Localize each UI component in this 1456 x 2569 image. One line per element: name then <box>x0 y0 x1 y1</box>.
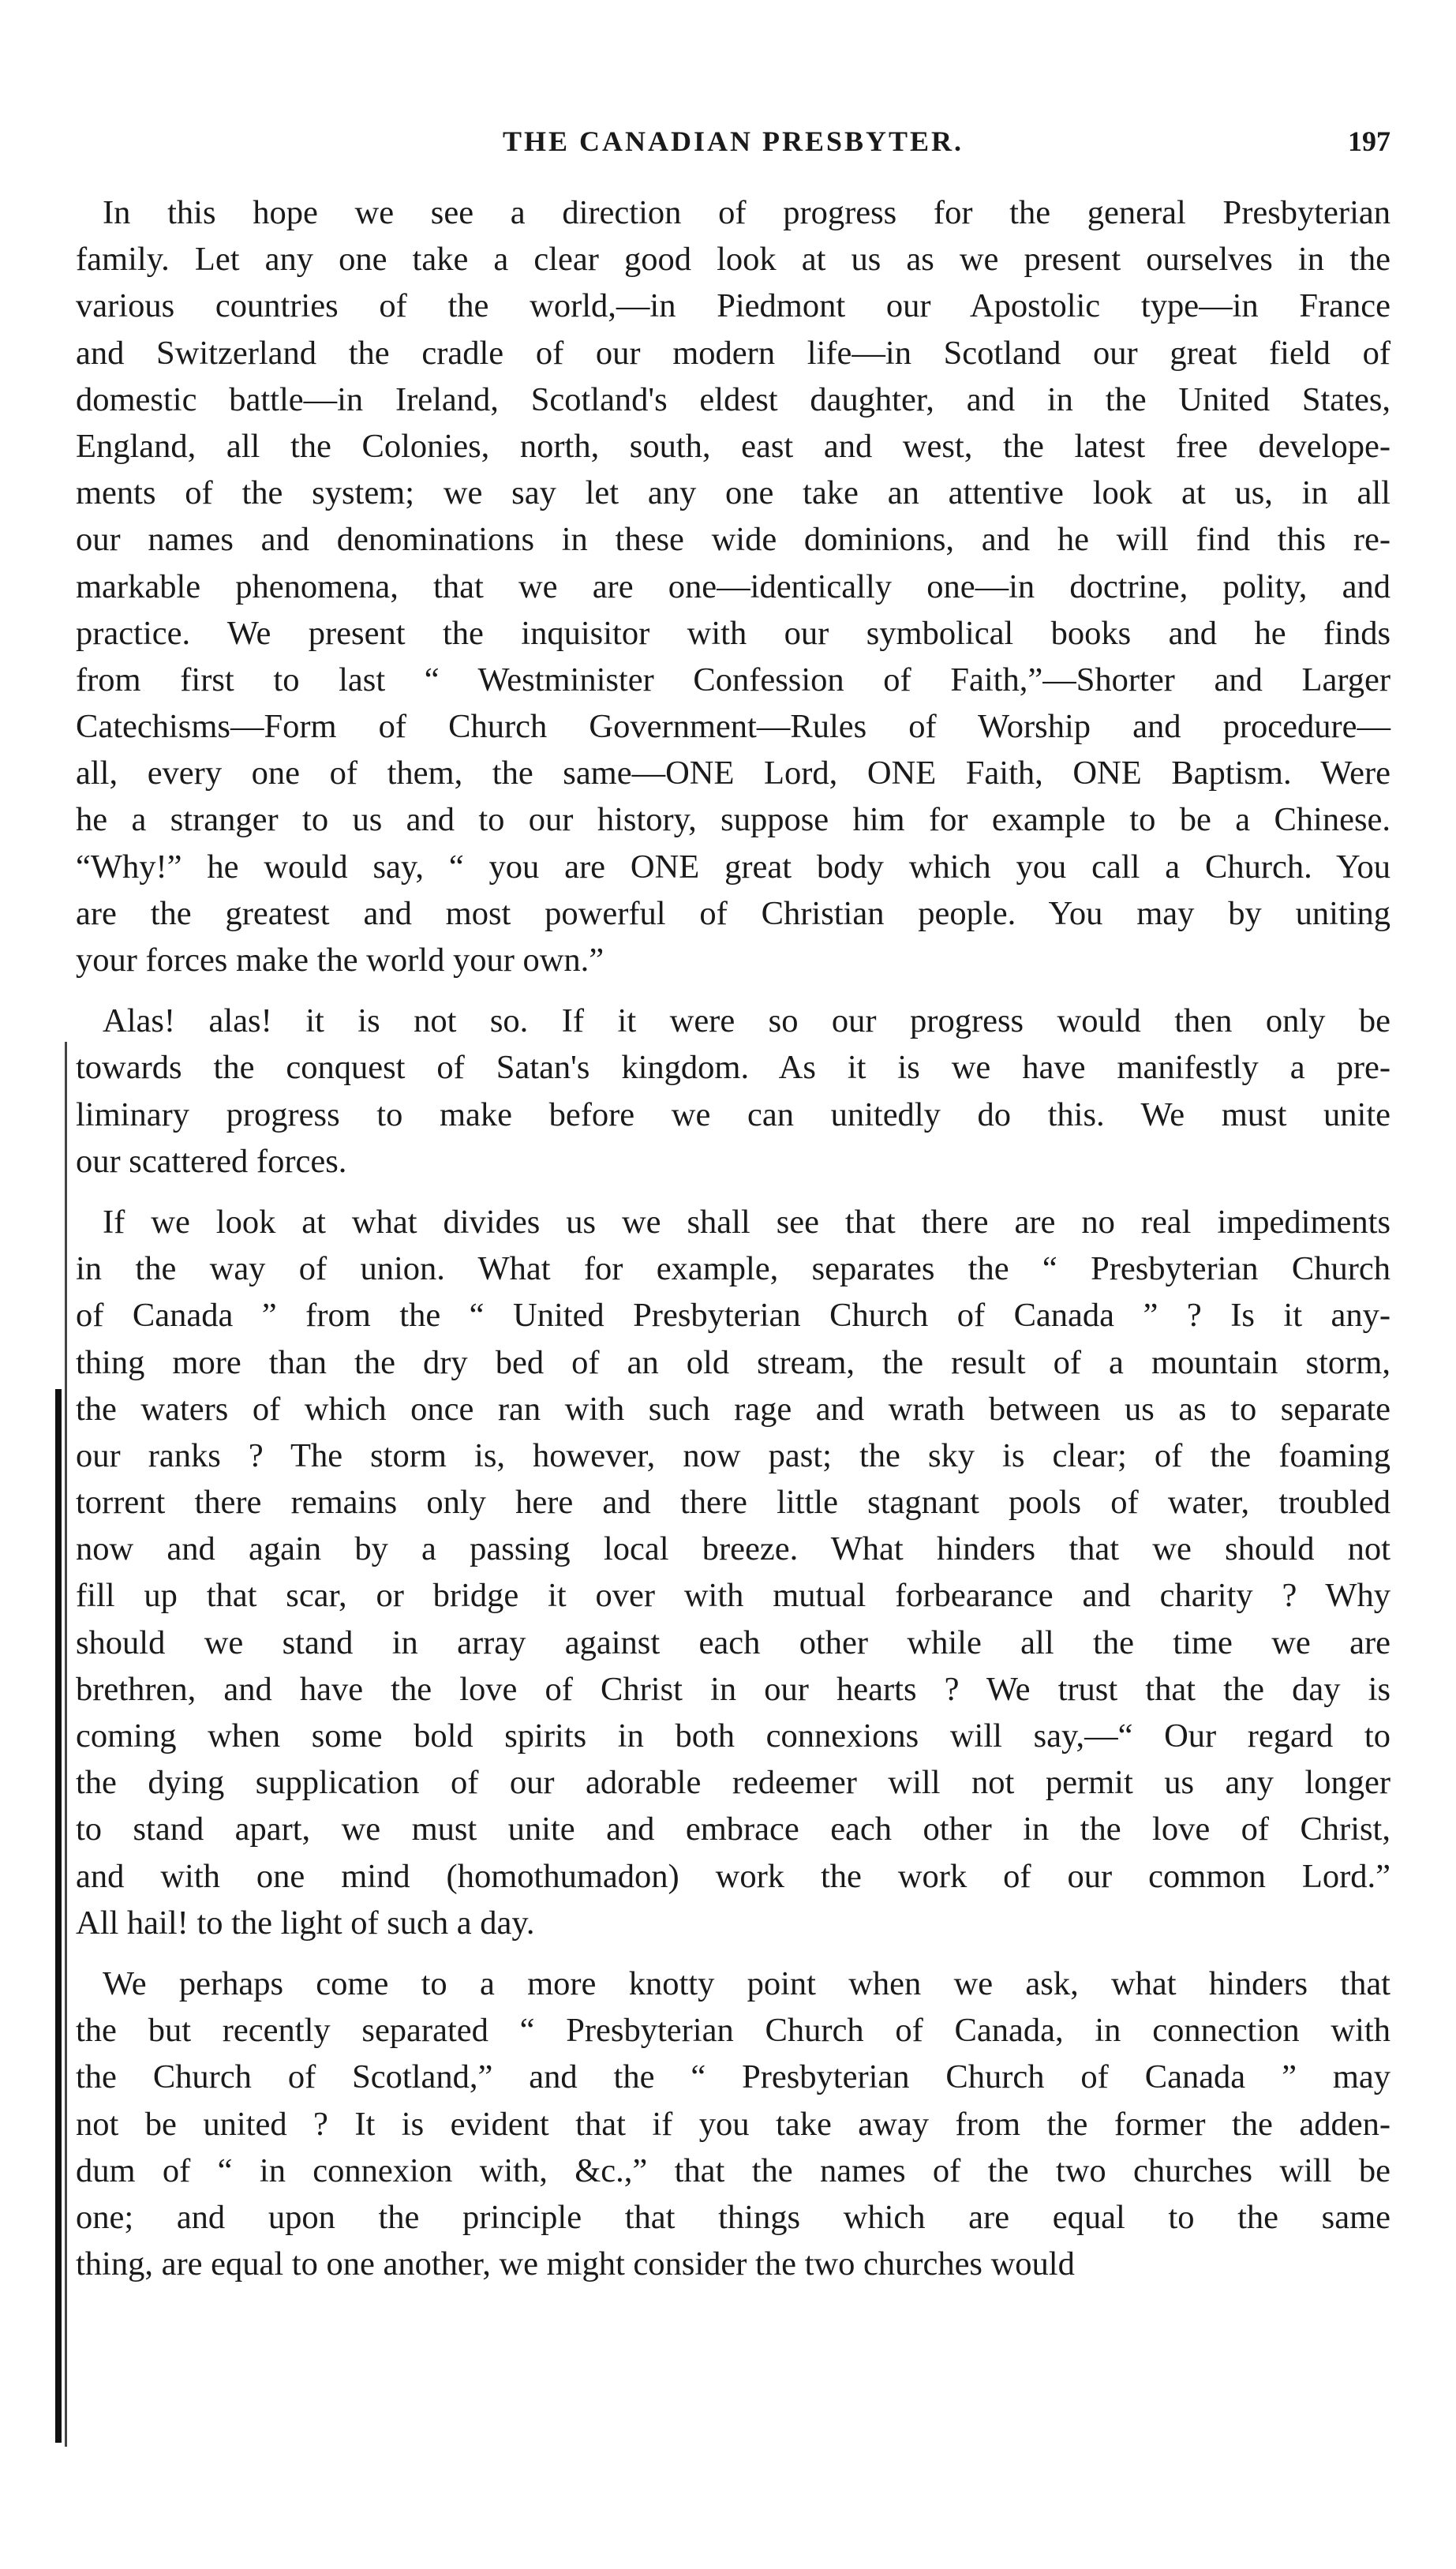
text-line: your forces make the world your own.” <box>76 942 604 979</box>
paragraph <box>76 1199 1390 1946</box>
text-line: to stand apart, we must unite and embrace each other in the love of Christ, <box>76 1811 1390 1848</box>
text-line: and with one mind (homothumadon) work the work of our common Lord.” <box>76 1857 1390 1895</box>
text-line: all, every one of them, the same—ONE Lord, ONE Faith, ONE Baptism. Were <box>76 755 1390 792</box>
body-text <box>76 189 1390 2287</box>
text-line: liminary progress to make before we can unitedly do this. We must unite <box>76 1095 1390 1133</box>
text-line: Alas! alas! it is not so. If it were so our progress would then only be <box>103 1002 1390 1040</box>
text-line: dum of “ in connexion with, &c.,” that the names of the two churches will be <box>76 2151 1390 2189</box>
text-line: from first to last “ Westminister Confession of Faith,”—Shorter and Larger <box>76 661 1390 698</box>
text-line: our ranks ? The storm is, however, now past; the sky is clear; of the foaming <box>76 1436 1390 1474</box>
text-line: practice. We present the inquisitor with our symbolical books and he finds <box>76 614 1390 652</box>
text-line: We perhaps come to a more knotty point when we ask, what hinders that <box>103 1964 1390 2002</box>
text-line: of Canada ” from the “ United Presbyterian Church of Canada ” ? Is it any- <box>76 1297 1390 1335</box>
text-line: markable phenomena, that we are one—identically one—in doctrine, polity, and <box>76 567 1390 605</box>
text-line: the Church of Scotland,” and the “ Presbyterian Church of Canada ” may <box>76 2058 1390 2096</box>
text-line: domestic battle—in Ireland, Scotland's eldest daughter, and in the United States, <box>76 380 1390 418</box>
margin-rule-thin <box>65 1042 67 2447</box>
running-title: THE CANADIAN PRESBYTER. <box>502 125 964 157</box>
text-line: In this hope we see a direction of progress for the general Presbyterian <box>103 194 1390 231</box>
text-line: are the greatest and most powerful of Christian people. You may by uniting <box>76 894 1390 932</box>
text-line: the dying supplication of our adorable redeemer will not permit us any longer <box>76 1764 1390 1802</box>
text-line: the but recently separated “ Presbyterian Church of Canada, in connection with <box>76 2012 1390 2050</box>
text-line: should we stand in array against each other while all the time we are <box>76 1623 1390 1661</box>
text-line: now and again by a passing local breeze. What hinders that we should not <box>76 1530 1390 1568</box>
text-line: brethren, and have the love of Christ in our hearts ? We trust that the day is <box>76 1670 1390 1708</box>
text-line: not be united ? It is evident that if you take away from the former the adden- <box>76 2105 1390 2143</box>
text-line: All hail! to the light of such a day. <box>76 1904 535 1942</box>
text-line: the waters of which once ran with such rage and wrath between us as to separate <box>76 1390 1390 1428</box>
text-line: various countries of the world,—in Piedmont our Apostolic type—in France <box>76 287 1390 325</box>
text-line: in the way of union. What for example, separates the “ Presbyterian Church <box>76 1250 1390 1288</box>
text-line: Catechisms—Form of Church Government—Rules of Worship and procedure— <box>76 708 1390 746</box>
running-head <box>76 125 1390 169</box>
text-line: thing more than the dry bed of an old stream, the result of a mountain storm, <box>76 1343 1390 1381</box>
paragraph <box>76 189 1390 983</box>
text-line: “Why!” he would say, “ you are ONE great body which you call a Church. You <box>76 848 1390 886</box>
page-number: 197 <box>1348 125 1390 157</box>
paragraph <box>76 998 1390 1185</box>
text-line: If we look at what divides us we shall see that there are no real impediments <box>103 1203 1390 1241</box>
text-line: and Switzerland the cradle of our modern life—in Scotland our great field of <box>76 334 1390 372</box>
text-line: England, all the Colonies, north, south, east and west, the latest free develope- <box>76 427 1390 465</box>
text-line: towards the conquest of Satan's kingdom. As it is we have manifestly a pre- <box>76 1049 1390 1087</box>
text-line: thing, are equal to one another, we might consider the two churches would <box>76 2245 1075 2283</box>
text-line: our scattered forces. <box>76 1142 347 1180</box>
text-line: our names and denominations in these wide dominions, and he will find this re- <box>76 521 1390 559</box>
text-line: ments of the system; we say let any one take an attentive look at us, in all <box>76 474 1390 512</box>
text-line: torrent there remains only here and there little stagnant pools of water, troubled <box>76 1484 1390 1522</box>
text-line: fill up that scar, or bridge it over with mutual forbearance and charity ? Why <box>76 1577 1390 1615</box>
text-line: one; and upon the principle that things which are equal to the same <box>76 2198 1390 2236</box>
text-line: coming when some bold spirits in both connexions will say,—“ Our regard to <box>76 1717 1390 1754</box>
paragraph <box>76 1960 1390 2287</box>
margin-rule-thick <box>55 1389 62 2443</box>
text-line: he a stranger to us and to our history, suppose him for example to be a Chinese. <box>76 801 1390 839</box>
text-line: family. Let any one take a clear good look at us as we present ourselves in the <box>76 241 1390 279</box>
